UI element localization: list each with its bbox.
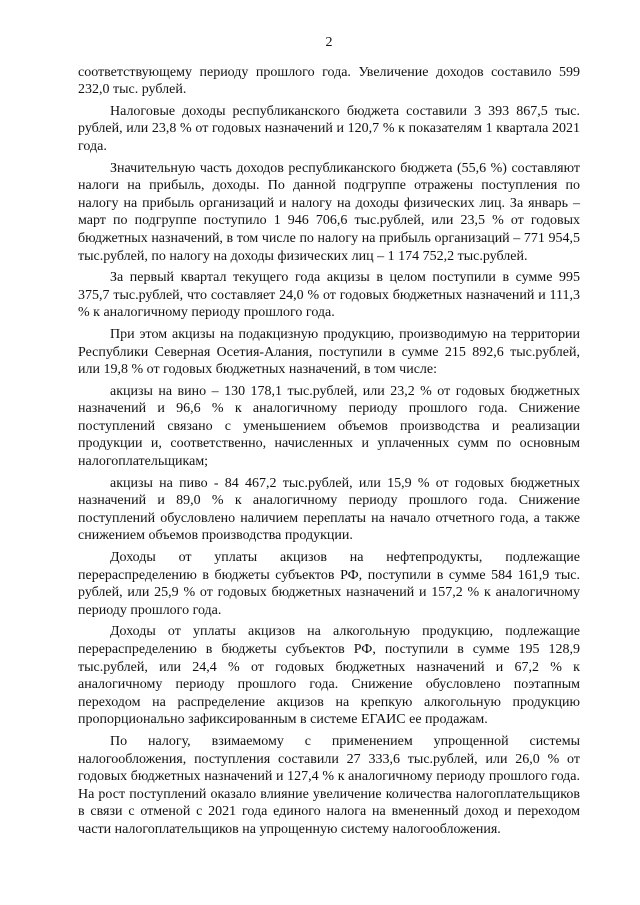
paragraph-excise-beer: акцизы на пиво - 84 467,2 тыс.рублей, или 15,9 % от годовых бюджетных назначений и 89,0 % к аналогичному периоду прошлого года. Снижение поступлений обусловлено наличием переплаты на начало отчетного года, а также снижением объемов производства продукции. xyxy=(78,475,580,544)
paragraph-simplified-tax: По налогу, взимаемому с применением упрощенной системы налогообложения, поступления составили 27 333,6 тыс.рублей, или 26,0 % от годовых бюджетных назначений и 127,4 % к аналогичному периоду прошлого года. На рост поступлений оказало влияние увеличение количества налогоплательщиков в связи с отменой с 2021 года единого налога на вмененный доход и переходом части налогоплательщиков на упрощенную систему налогообложения. xyxy=(78,733,580,837)
paragraph-profit-income-taxes: Значительную часть доходов республиканского бюджета (55,6 %) составляют налоги на прибыль, доходы. По данной подгруппе отражены поступления по налогу на прибыль организаций и налогу на доходы физических лиц. За январь – март по подгруппе поступило 1 946 706,6 тыс.рублей, или 23,5 % от годовых бюджетных назначений, в том числе по налогу на прибыль организаций – 771 954,5 тыс.рублей, по налогу на доходы физических лиц – 1 174 752,2 тыс.рублей. xyxy=(78,160,580,264)
paragraph-excise-petroleum: Доходы от уплаты акцизов на нефтепродукты, подлежащие перераспределению в бюджеты субъектов РФ, поступили в сумме 584 161,9 тыс. рублей, или 25,9 % от годовых бюджетных назначений и 157,2 % к аналогичному периоду прошлого года. xyxy=(78,550,580,618)
paragraph-excise-wine: акцизы на вино – 130 178,1 тыс.рублей, или 23,2 % от годовых бюджетных назначений и 96,6 % к аналогичному периоду прошлого года. Снижение поступлений связано с уменьшением объемов производства и реализации продукции и, соответственно, начисленных и уплаченных сумм по основным налогоплательщикам; xyxy=(78,383,580,470)
paragraph-excise-total: За первый квартал текущего года акцизы в целом поступили в сумме 995 375,7 тыс.рублей, что составляет 24,0 % от годовых бюджетных назначений и 111,3 % к аналогичному периоду прошлого года. xyxy=(78,270,580,321)
paragraph-revenue-increase: соответствующему периоду прошлого года. Увеличение доходов составило 599 232,0 тыс. рублей. xyxy=(78,64,580,98)
page-number: 2 xyxy=(325,35,333,50)
paragraph-excise-local-products: При этом акцизы на подакцизную продукцию, производимую на территории Республики Северная Осетия-Алания, поступили в сумме 215 892,6 тыс.рублей, или 19,8 % от годовых бюджетных назначений, в том числе: xyxy=(78,326,580,378)
paragraph-tax-revenues: Налоговые доходы республиканского бюджета составили 3 393 867,5 тыс. рублей, или 23,8 % от годовых назначений и 120,7 % к показателям 1 квартала 2021 года. xyxy=(78,103,580,154)
paragraph-excise-alcohol: Доходы от уплаты акцизов на алкогольную продукцию, подлежащие перераспределению в бюджеты субъектов РФ, поступили в сумме 195 128,9 тыс.рублей, или 24,4 % от годовых бюджетных назначений и 67,2 % к аналогичному периоду прошлого года. Снижение обусловлено поэтапным переходом на распределение акцизов на крепкую алкогольную продукцию пропорционально зафиксированным в системе ЕГАИС ее продажам. xyxy=(78,624,580,728)
